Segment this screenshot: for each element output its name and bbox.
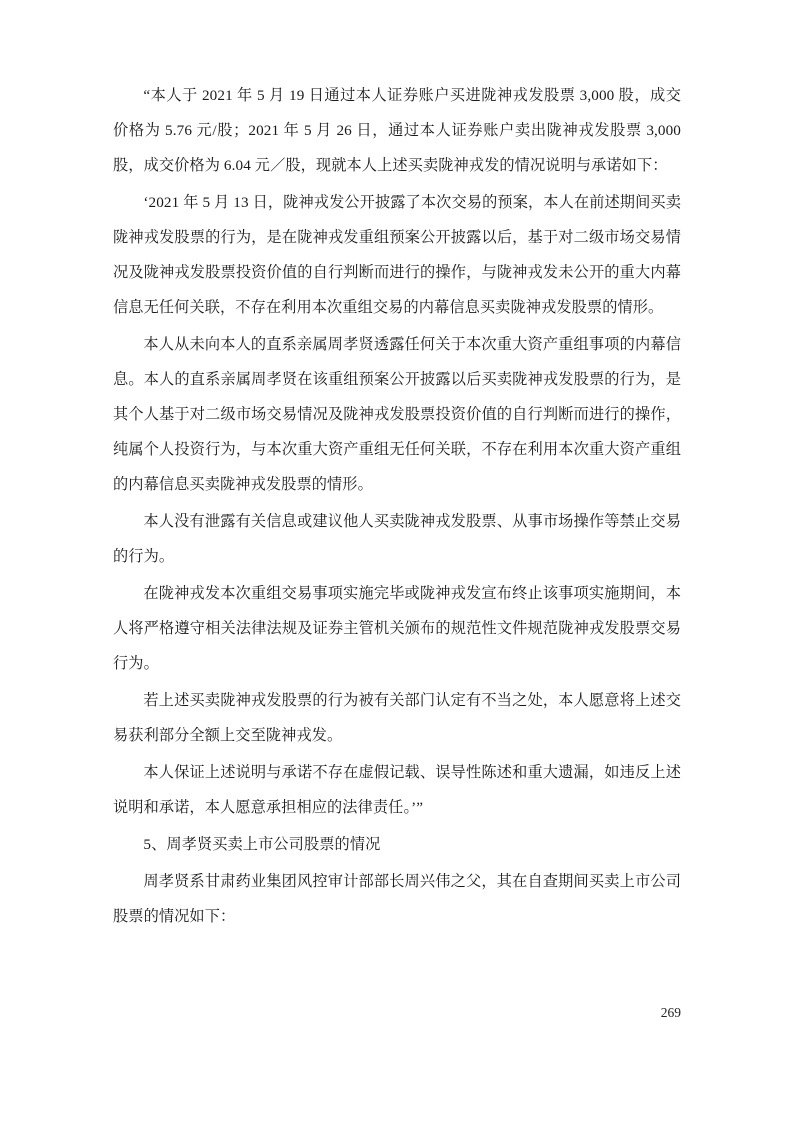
document-body <box>113 78 681 936</box>
paragraph-1: “本人于 2021 年 5 月 19 日通过本人证券账户买进陇神戎发股票 3,000 股，成交价格为 5.76 元/股；2021 年 5 月 26 日，通过本人证券账户卖出陇神戎发股票 3,000 股，成交价格为 6.04 元／股，现就本人上述买卖陇神戎发的情况说明与承诺如下： <box>113 87 681 174</box>
page-number: 269 <box>660 1005 681 1020</box>
paragraph-7: 本人保证上述说明与承诺不存在虚假记载、误导性陈述和重大遗漏，如违反上述说明和承诺，本人愿意承担相应的法律责任。’” <box>113 764 681 816</box>
paragraph-5: 在陇神戎发本次重组交易事项实施完毕或陇神戎发宣布终止该事项实施期间，本人将严格遵守相关法律法规及证券主管机关颁布的规范性文件规范陇神戎发股票交易行为。 <box>113 585 681 672</box>
paragraph-3: 本人从未向本人的直系亲属周孝贤透露任何关于本次重大资产重组事项的内幕信息。本人的直系亲属周孝贤在该重组预案公开披露以后买卖陇神戎发股票的行为，是其个人基于对二级市场交易情况及陇神戎发股票投资价值的自行判断而进行的操作，纯属个人投资行为，与本次重大资产重组无任何关联，不存在利用本次重大资产重组的内幕信息买卖陇神戎发股票的情形。 <box>113 336 681 493</box>
section-heading-5: 5、周孝贤买卖上市公司股票的情况 <box>143 836 381 853</box>
paragraph-4: 本人没有泄露有关信息或建议他人买卖陇神戎发股票、从事市场操作等禁止交易的行为。 <box>113 513 681 565</box>
paragraph-2: ‘2021 年 5 月 13 日，陇神戎发公开披露了本次交易的预案，本人在前述期间买卖陇神戎发股票的行为，是在陇神戎发重组预案公开披露以后，基于对二级市场交易情况及陇神戎发股票投资价值的自行判断而进行的操作，与陇神戎发未公开的重大内幕信息无任何关联，不存在利用本次重组交易的内幕信息买卖陇神戎发股票的情形。 <box>113 194 681 316</box>
paragraph-9: 周孝贤系甘肃药业集团风控审计部部长周兴伟之父，其在自查期间买卖上市公司股票的情况如下： <box>113 873 681 925</box>
paragraph-6: 若上述买卖陇神戎发股票的行为被有关部门认定有不当之处，本人愿意将上述交易获利部分全额上交至陇神戎发。 <box>113 692 681 744</box>
